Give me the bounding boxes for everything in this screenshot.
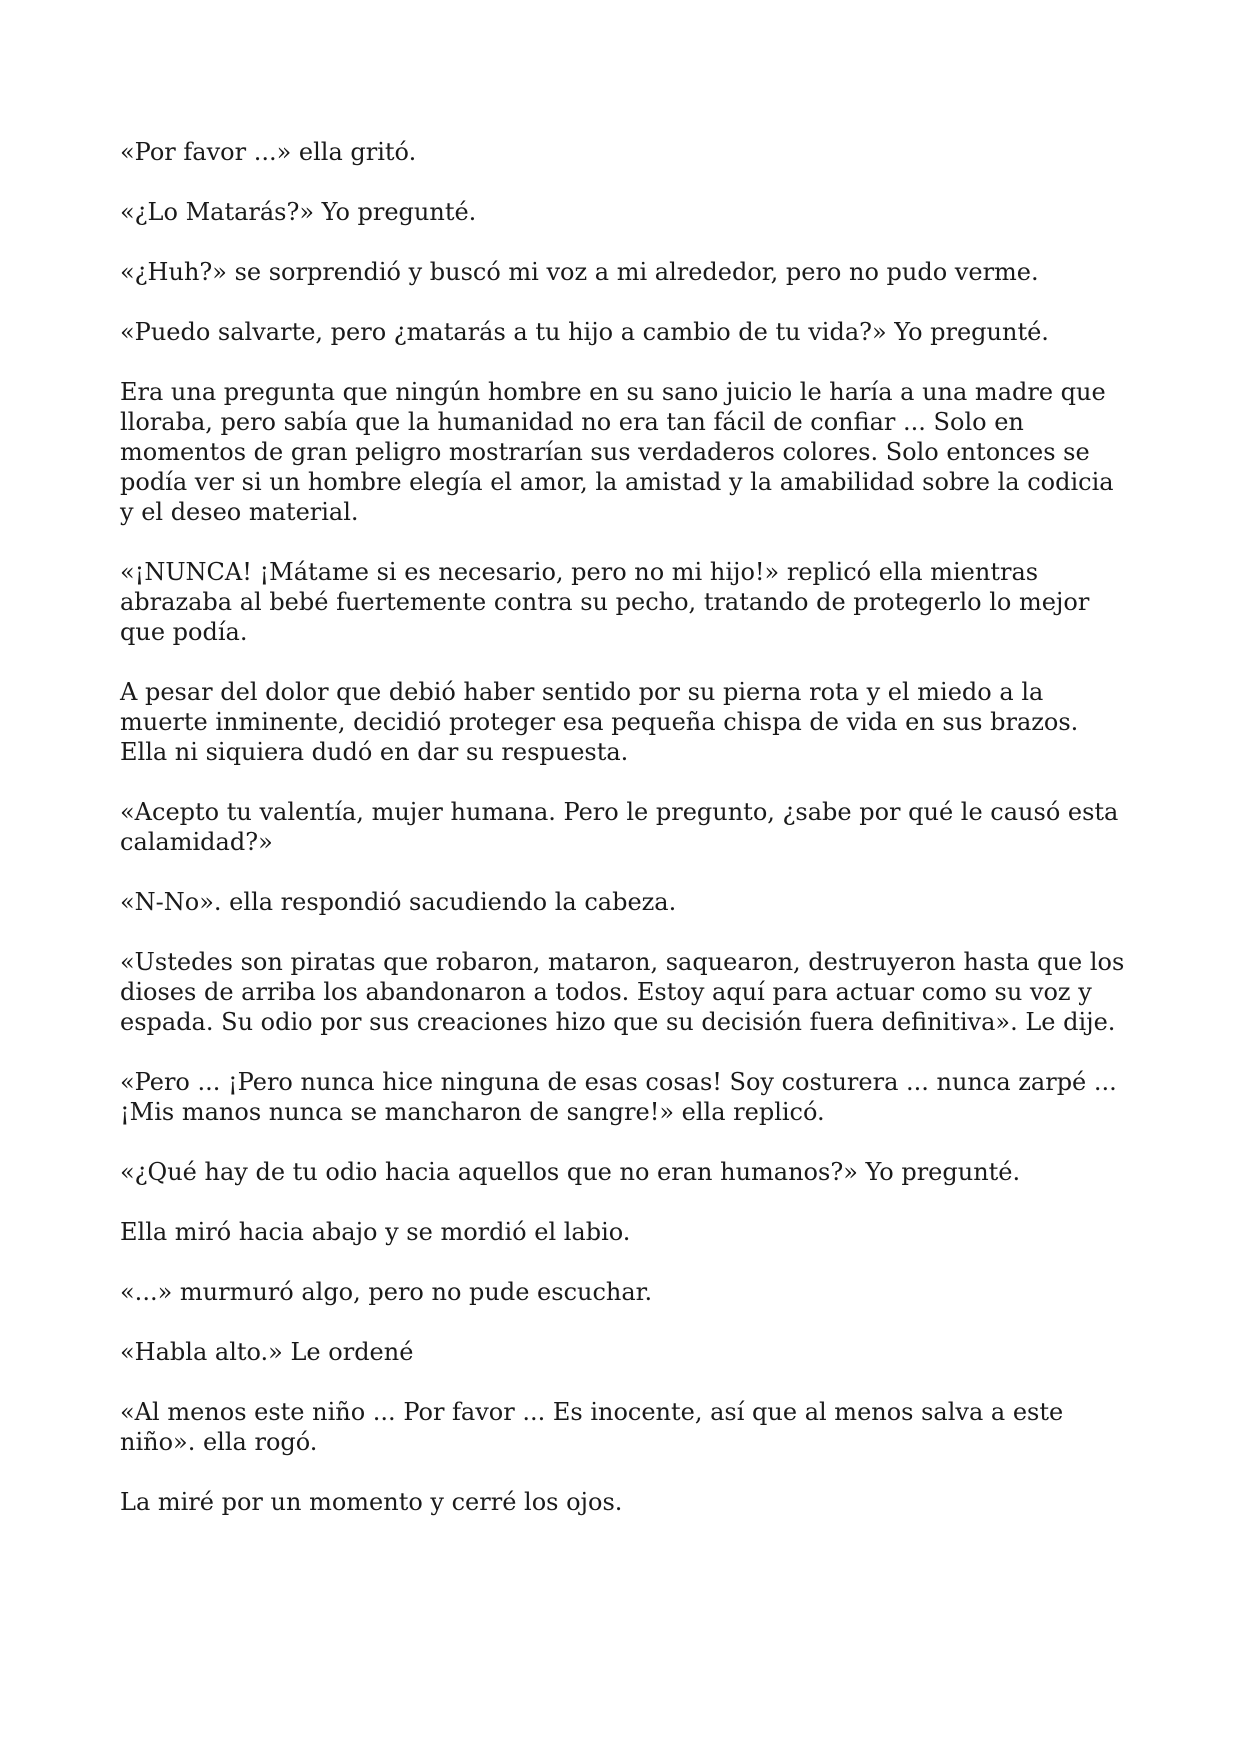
paragraph-14: «...» murmuró algo, pero no pude escuchar. [120,1278,653,1306]
paragraph-1: «Por favor ...» ella gritó. [120,138,417,166]
paragraph-9: «N-No». ella respondió sacudiendo la cabeza. [120,888,677,916]
paragraph-11: «Pero ... ¡Pero nunca hice ninguna de esas cosas! Soy costurera ... nunca zarpé ... ¡Mis manos nunca se mancharon de sangre!» ella replicó. [120,1068,1117,1126]
paragraph-13: Ella miró hacia abajo y se mordió el labio. [120,1218,631,1246]
paragraph-5: Era una pregunta que ningún hombre en su sano juicio le haría a una madre que lloraba, pero sabía que la humanidad no era tan fácil de confiar ... Solo en momentos de gran peligro mostrarían sus verdaderos colores. Solo entonces se podía ver si un hombre elegía el amor, la amistad y la amabilidad sobre la codicia y el deseo material. [120,378,1114,526]
paragraph-8: «Acepto tu valentía, mujer humana. Pero le pregunto, ¿sabe por qué le causó esta calamidad?» [120,798,1119,856]
paragraph-3: «¿Huh?» se sorprendió y buscó mi voz a mi alrededor, pero no pudo verme. [120,258,1039,286]
paragraph-7: A pesar del dolor que debió haber sentido por su pierna rota y el miedo a la muerte inminente, decidió proteger esa pequeña chispa de vida en sus brazos. Ella ni siquiera dudó en dar su respuesta. [120,678,1079,766]
paragraph-12: «¿Qué hay de tu odio hacia aquellos que no eran humanos?» Yo pregunté. [120,1158,1021,1186]
paragraph-6: «¡NUNCA! ¡Mátame si es necesario, pero no mi hijo!» replicó ella mientras abrazaba al bebé fuertemente contra su pecho, tratando de protegerlo lo mejor que podía. [120,558,1090,646]
paragraph-10: «Ustedes son piratas que robaron, mataron, saquearon, destruyeron hasta que los dioses de arriba los abandonaron a todos. Estoy aquí para actuar como su voz y espada. Su odio por sus creaciones hizo que su decisión fuera definitiva». Le dije. [120,948,1125,1036]
paragraph-2: «¿Lo Matarás?» Yo pregunté. [120,198,477,226]
document-page [120,137,1130,1547]
paragraph-16: «Al menos este niño ... Por favor ... Es inocente, así que al menos salva a este niño». ella rogó. [120,1398,1064,1456]
paragraph-15: «Habla alto.» Le ordené [120,1338,414,1366]
paragraph-17: La miré por un momento y cerré los ojos. [120,1488,623,1516]
paragraph-4: «Puedo salvarte, pero ¿matarás a tu hijo a cambio de tu vida?» Yo pregunté. [120,318,1049,346]
